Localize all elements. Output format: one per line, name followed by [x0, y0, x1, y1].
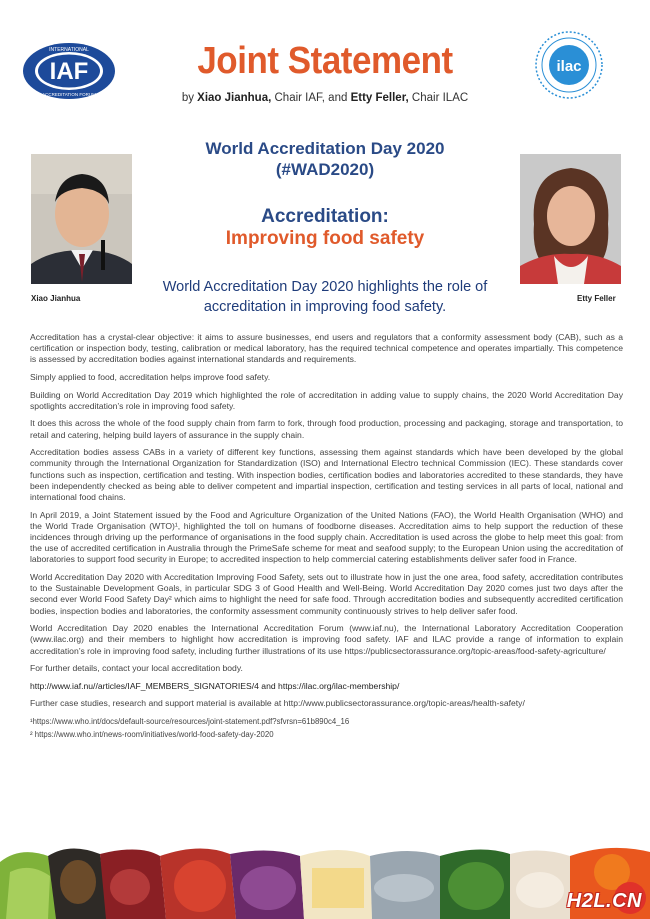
highlight-statement: World Accreditation Day 2020 highlights the role of accreditation in improving food safety.: [162, 279, 488, 315]
photo-xiao-jianhua: [31, 154, 132, 284]
svg-text:INTERNATIONAL: INTERNATIONAL: [49, 47, 89, 53]
membership-links[interactable]: http://www.iaf.nu//articles/IAF_MEMBERS_SIGNATORIES/4 and https://ilac.org/ilac-membership/: [30, 680, 400, 691]
author-2: Etty Feller,: [350, 92, 409, 104]
watermark: H2L.CN: [566, 890, 642, 912]
paragraph: Accreditation has a crystal-clear objective: it aims to assure businesses, end users and regulators that a conformity assessment body (CAB), such as a certification or inspection body, testing, calibration or medical laboratory, has the required technical competence and operates impartially. This competence is assessed by accreditation bodies against international standards and requirements.: [30, 332, 623, 365]
paragraph: Building on World Accreditation Day 2019 which highlighted the role of accreditation in adding value to supply chains, the 2020 World Accreditation Day spotlights accreditation’s role in improving food safety.: [30, 389, 623, 411]
page-title: Joint Statement: [197, 40, 453, 82]
caption-right: Etty Feller: [577, 294, 616, 303]
footnote-1: ¹https://www.who.int/docs/default-source/resources/joint-statement.pdf?sfvrsn=61b890c4_16: [30, 716, 350, 726]
ilac-logo: [534, 30, 604, 100]
paragraph: Accreditation bodies assess CABs in a variety of different key functions, assessing them against standards which have been developed by the global community through the International Organization for Standardization (ISO) and International Electro technical Commission (IEC). These standards cover functions such as inspection, certification and testing. With inspection bodies, certification bodies and laboratories accredited to these standards, they have been independently checked as being able to deliver competent and impartial inspection, certification and testing services in all parts of local, national and international food chains.: [30, 447, 623, 502]
author-1: Xiao Jianhua,: [197, 92, 272, 104]
theme-subtitle: Improving food safety: [225, 228, 425, 249]
byline-prefix: by: [181, 92, 198, 104]
paragraph: In April 2019, a Joint Statement issued by the Food and Agriculture Organization of the United Nations (FAO), the World Health Organisation (WHO) and the World Trade Organisation (WTO)¹, highlighted the toll on humans of foodborne diseases. Accreditation aims to help support the reduction of these incidences through driving up the performance of organisations in the food supply chain. Accreditation is used across the globe to help meet this goal: from the use of accredited certification in Australia through the PrimeSafe scheme for meat and seafood supply; to the European Union using the accreditation of laboratories to support food security in Europe; to accredited inspection to help commercial catering establishments deliver safer food in France.: [30, 509, 623, 565]
event-title-line-2: (#WAD2020): [275, 160, 375, 179]
paragraph: World Accreditation Day 2020 enables the International Accreditation Forum (www.iaf.nu), the International Laboratory Accreditation Cooperation (www.ilac.org) and their members to highlight how accreditation is improving food safety. IAF and ILAC provide a range of information to explain accreditation’s role in improving food safety, including further illustrations of its use https://publicsectorassurance.org/topic-areas/food-safety-agriculture/: [30, 623, 623, 656]
event-title: [140, 138, 510, 180]
food-image-banner: [0, 842, 650, 919]
paragraph: Further case studies, research and support material is available at http://www.publicsectorassurance.org/topic-areas/health-safety/: [30, 698, 525, 709]
event-title-line-1: World Accreditation Day 2020: [205, 139, 445, 158]
paragraph: It does this across the whole of the food supply chain from farm to fork, through food production, processing and packaging, storage and transportation, to retail and catering, helping build layers of assurance in the supply chain.: [30, 418, 623, 440]
svg-text:ACCREDITATION FORUM: ACCREDITATION FORUM: [42, 92, 96, 97]
theme-title: Accreditation:: [261, 206, 389, 227]
paragraph: For further details, contact your local accreditation body.: [30, 663, 243, 674]
paragraph: World Accreditation Day 2020 with Accreditation Improving Food Safety, sets out to illustrate how in just the one area, food safety, accreditation contributes to the Sustainable Development Goals, in particular SDG 3 of Good Health and Well-Being. World Accreditation Day 2020 comes just two days after the second ever World Food Safety Day² which aims to highlight the need for safe food. Through accreditation bodies and subsequently accredited certification bodies, inspection bodies and laboratories, the conformity assessment community continuously strives to help deliver safer food.: [30, 572, 623, 616]
author-2-role: Chair ILAC: [408, 92, 469, 104]
paragraph: Simply applied to food, accreditation helps improve food safety.: [30, 372, 271, 382]
author-1-role: Chair IAF, and: [271, 92, 351, 104]
body-text: [30, 332, 623, 742]
caption-left: Xiao Jianhua: [31, 294, 81, 303]
footnote-2: ² https://www.who.int/news-room/initiatives/world-food-safety-day-2020: [30, 730, 274, 740]
photo-etty-feller: [520, 154, 621, 284]
iaf-logo-text: IAF: [49, 58, 89, 85]
ilac-logo-text: ilac: [556, 58, 582, 75]
header: [0, 0, 650, 120]
